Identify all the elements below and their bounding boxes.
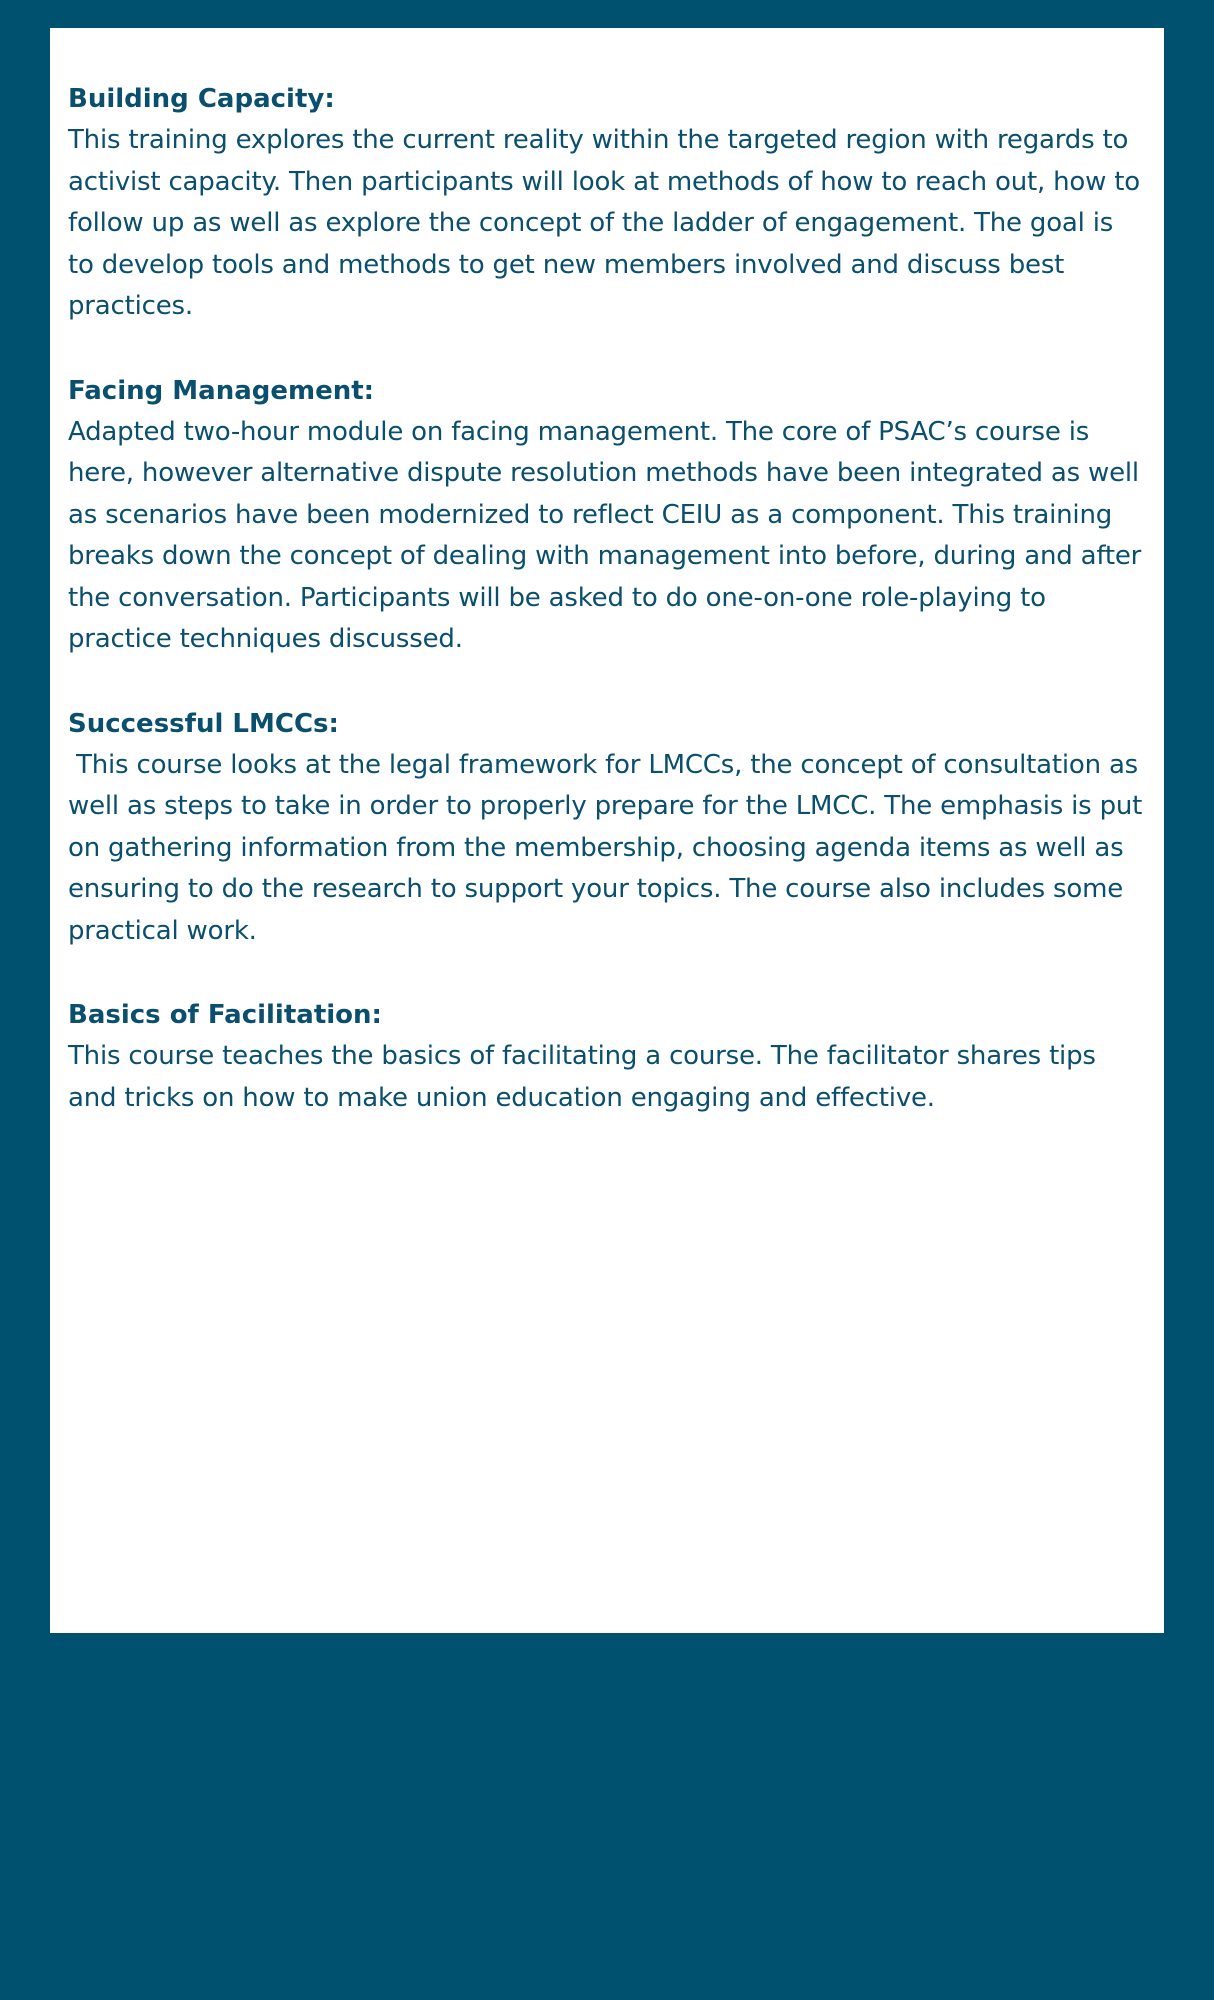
course-description: This course looks at the legal framework for LMCCs, the concept of consultation as well as steps to take in order to properly prepare for the LMCC. The emphasis is put on gathering information from the membership, choosing agenda items as well as ensuring to do the research to support your topics. The course also includes some practical work.: [68, 749, 1151, 946]
course-description: This training explores the current reality within the targeted region with regards to activist capacity. Then participants will look at methods of how to reach out, how to follow up as well as explore the concept of the ladder of engagement. The goal is to develop tools and methods to get new members involved and discuss best practices.: [68, 125, 1148, 321]
course-title: Building Capacity:: [68, 84, 335, 114]
course-basics-of-facilitation: [68, 994, 1144, 1119]
course-title: Facing Management:: [68, 375, 375, 406]
course-facing-management: [68, 370, 1150, 661]
course-title: Basics of Facilitation:: [68, 1000, 382, 1030]
course-successful-lmccs: [68, 703, 1151, 953]
course-description: This course teaches the basics of facilitating a course. The facilitator shares tips and tricks on how to make union education engaging and effective.: [68, 1041, 1104, 1113]
content-panel: [50, 28, 1164, 1633]
course-description: Adapted two-hour module on facing management. The core of PSAC’s course is here, however alternative dispute resolution methods have been integrated as well as scenarios have been modernized to reflect CEIU as a component. This training breaks down the concept of dealing with management into before, during and after the conversation. Participants will be asked to do one-on-one role-playing to practice techniques discussed.: [68, 416, 1150, 654]
course-building-capacity: [68, 78, 1148, 328]
course-title: Successful LMCCs:: [68, 708, 339, 739]
